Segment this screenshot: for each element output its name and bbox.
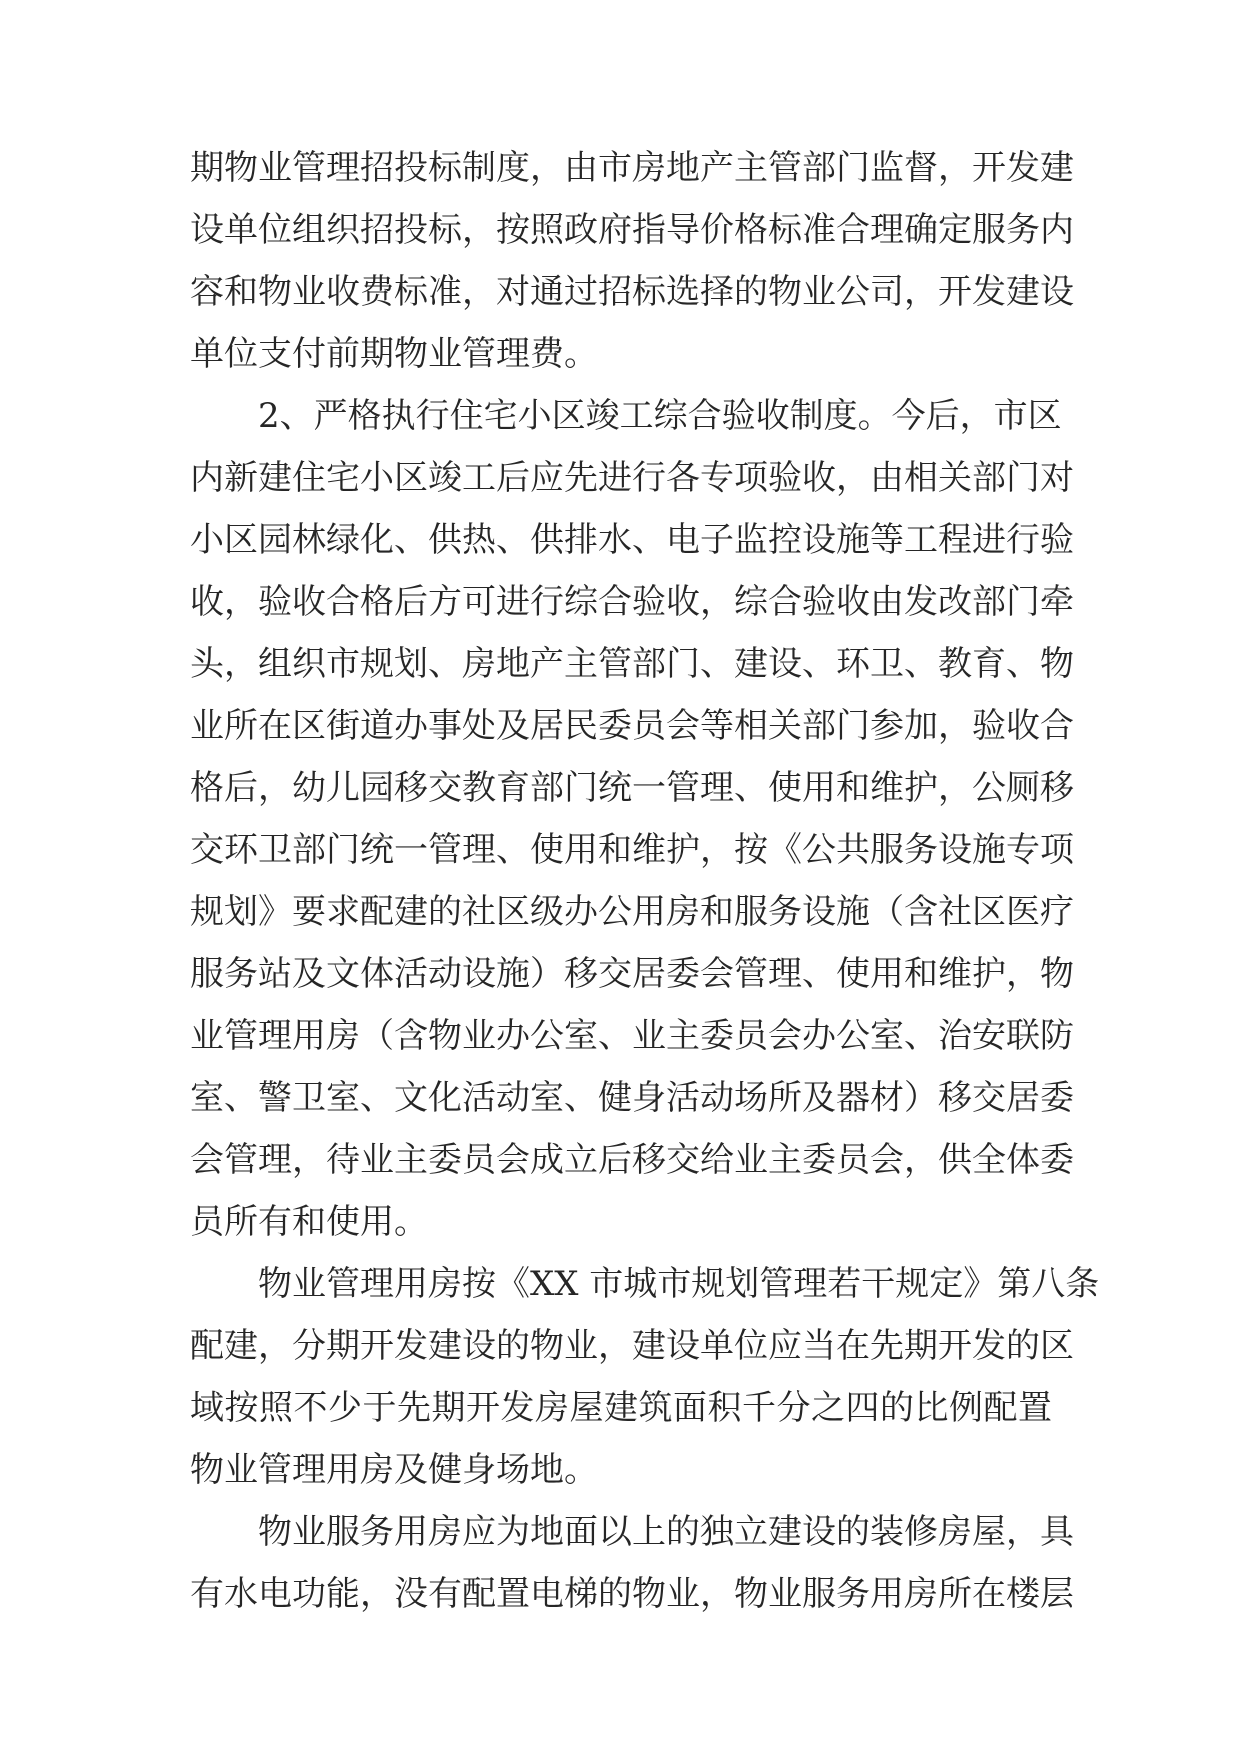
text-line: 员所有和使用。 [190,1202,428,1242]
text-line: 有水电功能，没有配置电梯的物业，物业服务用房所在楼层 [190,1574,1074,1614]
text-line: 交环卫部门统一管理、使用和维护，按《公共服务设施专项 [190,830,1074,870]
text-line: 设单位组织招投标，按照政府指导价格标准合理确定服务内 [190,210,1074,250]
text-line: 会管理，待业主委员会成立后移交给业主委员会，供全体委 [190,1140,1074,1180]
text-line: 容和物业收费标准，对通过招标选择的物业公司，开发建设 [190,272,1074,312]
text-line: 配建，分期开发建设的物业，建设单位应当在先期开发的区 [190,1326,1074,1366]
text-line: 期物业管理招投标制度，由市房地产主管部门监督，开发建 [190,148,1074,188]
text-line: 室、警卫室、文化活动室、健身活动场所及器材）移交居委 [190,1078,1074,1118]
text-line: 内新建住宅小区竣工后应先进行各专项验收，由相关部门对 [190,458,1074,498]
text-line: 小区园林绿化、供热、供排水、电子监控设施等工程进行验 [190,520,1074,560]
paragraph-first-line: 2、严格执行住宅小区竣工综合验收制度。今后，市区 [258,396,1062,436]
text-line: 规划》要求配建的社区级办公用房和服务设施（含社区医疗 [190,892,1074,932]
text-line: 服务站及文体活动设施）移交居委会管理、使用和维护，物 [190,954,1074,994]
text-line: 域按照不少于先期开发房屋建筑面积千分之四的比例配置 [190,1388,1052,1428]
text-line: 格后，幼儿园移交教育部门统一管理、使用和维护，公厕移 [190,768,1074,808]
text-line: 收，验收合格后方可进行综合验收，综合验收由发改部门牵 [190,582,1074,622]
text-line: 头，组织市规划、房地产主管部门、建设、环卫、教育、物 [190,644,1074,684]
paragraph-first-line: 物业管理用房按《XX 市城市规划管理若干规定》第八条 [258,1264,1100,1304]
paragraph-first-line: 物业服务用房应为地面以上的独立建设的装修房屋，具 [258,1512,1074,1552]
text-line: 业管理用房（含物业办公室、业主委员会办公室、治安联防 [190,1016,1074,1056]
text-line: 物业管理用房及健身场地。 [190,1450,598,1490]
text-line: 业所在区街道办事处及居民委员会等相关部门参加，验收合 [190,706,1074,746]
text-line: 单位支付前期物业管理费。 [190,334,598,374]
